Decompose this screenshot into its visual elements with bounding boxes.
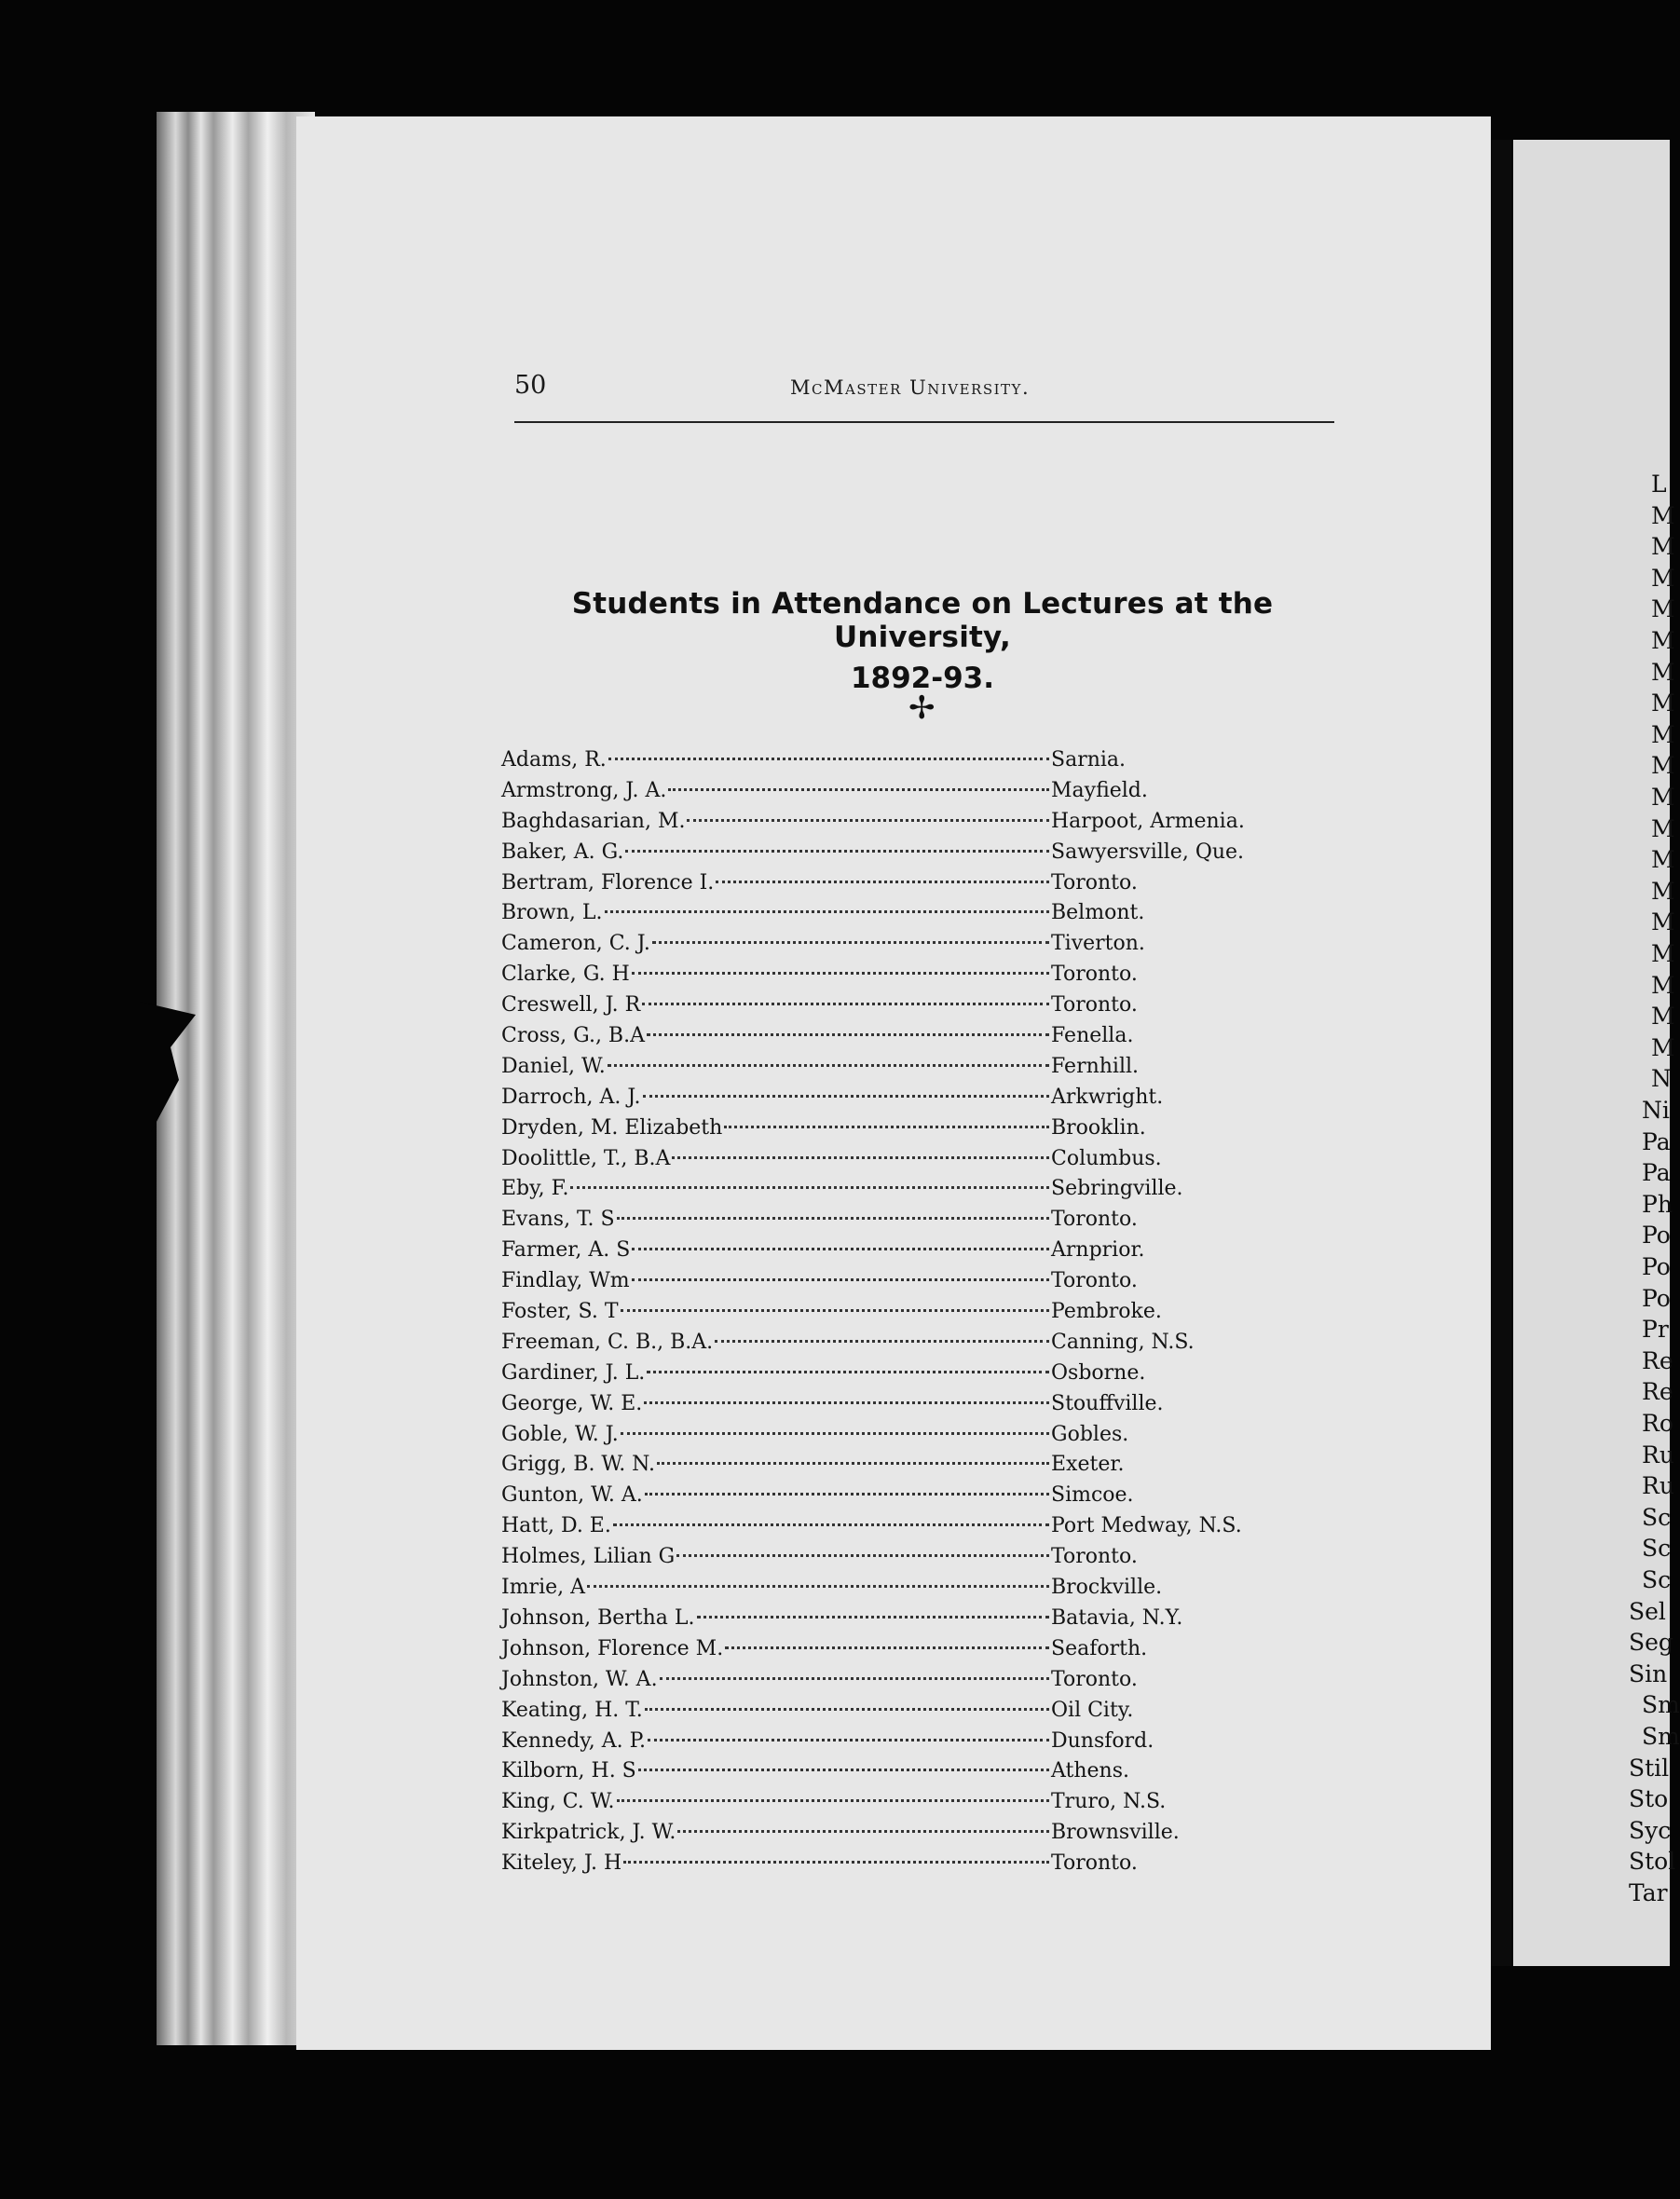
dot-leader	[632, 1278, 1049, 1281]
student-name: Keating, H. T.	[501, 1698, 643, 1722]
student-row	[501, 1818, 1265, 1849]
page-edge-stack	[157, 112, 315, 2045]
student-hometown: Toronto.	[1051, 1269, 1138, 1293]
dot-leader	[645, 1708, 1049, 1711]
facing-page-fragment: Stol	[1629, 1848, 1676, 1876]
header-rule	[514, 421, 1334, 423]
student-row	[501, 1756, 1265, 1787]
student-row	[501, 1665, 1265, 1696]
facing-page-fragment: Tar	[1629, 1879, 1668, 1906]
student-hometown: Osborne.	[1051, 1360, 1146, 1385]
student-name: Armstrong, J. A.	[501, 778, 667, 802]
student-name: Gunton, W. A.	[501, 1483, 643, 1508]
dot-leader	[657, 1462, 1049, 1465]
student-row	[501, 1021, 1265, 1052]
student-row	[501, 1849, 1265, 1879]
dot-leader	[716, 881, 1049, 883]
dot-leader	[642, 1003, 1049, 1005]
facing-page-fragment: Ru	[1642, 1441, 1674, 1468]
student-hometown: Toronto.	[1051, 1208, 1138, 1232]
student-row	[501, 1727, 1265, 1757]
dot-leader	[617, 1217, 1049, 1220]
facing-page-fragment: Ni	[1642, 1097, 1670, 1124]
student-row	[501, 1573, 1265, 1604]
student-hometown: Canning, N.S.	[1051, 1330, 1195, 1354]
dot-leader	[613, 1523, 1049, 1526]
student-hometown: Brownsville.	[1051, 1821, 1180, 1845]
dot-leader	[625, 850, 1049, 853]
student-hometown: Columbus.	[1051, 1146, 1162, 1170]
student-hometown: Seaforth.	[1051, 1636, 1148, 1660]
student-hometown: Brockville.	[1051, 1576, 1163, 1600]
facing-page-fragment: M	[1651, 658, 1675, 686]
student-row	[501, 838, 1265, 868]
student-hometown: Port Medway, N.S.	[1051, 1514, 1242, 1538]
student-name: Brown, L.	[501, 901, 603, 925]
student-hometown: Toronto.	[1051, 1667, 1138, 1691]
student-row	[501, 1236, 1265, 1266]
dot-leader	[676, 1554, 1049, 1557]
student-hometown: Sawyersville, Que.	[1051, 840, 1245, 864]
facing-page-fragment: Pa	[1642, 1127, 1671, 1155]
student-row	[501, 807, 1265, 838]
facing-page-fragment: M	[1651, 533, 1675, 561]
student-row	[501, 1174, 1265, 1205]
student-name: Grigg, B. W. N.	[501, 1453, 656, 1477]
dot-leader	[652, 941, 1049, 944]
student-name: Kiteley, J. H	[501, 1851, 622, 1876]
facing-page-fragment: Sin	[1629, 1659, 1668, 1687]
facing-page-fragment: Sm	[1642, 1691, 1680, 1719]
section-heading	[503, 587, 1342, 695]
student-hometown: Sebringville.	[1051, 1177, 1183, 1201]
student-name: Kirkpatrick, J. W.	[501, 1821, 676, 1845]
student-hometown: Toronto.	[1051, 993, 1138, 1018]
dot-leader	[687, 819, 1049, 822]
dot-leader	[638, 1769, 1049, 1771]
student-hometown: Stouffville.	[1051, 1391, 1164, 1415]
student-hometown: Batavia, N.Y.	[1051, 1605, 1183, 1630]
student-name: Baker, A. G.	[501, 840, 624, 864]
student-hometown: Harpoot, Armenia.	[1051, 809, 1245, 833]
student-row	[501, 1144, 1265, 1175]
dot-leader	[617, 1799, 1049, 1802]
running-head	[514, 371, 1334, 408]
facing-page-fragment: N	[1651, 1065, 1672, 1093]
student-name: Hatt, D. E.	[501, 1514, 611, 1538]
student-hometown: Arkwright.	[1051, 1085, 1164, 1109]
student-row	[501, 1359, 1265, 1389]
facing-page-fragment: Pr	[1642, 1316, 1669, 1344]
student-hometown: Arnprior.	[1051, 1238, 1145, 1263]
student-name: King, C. W.	[501, 1790, 615, 1814]
ornament-icon: ✢	[908, 690, 936, 727]
facing-page-fragment: M	[1651, 501, 1675, 529]
facing-page-fragment: M	[1651, 877, 1675, 905]
student-name: Evans, T. S	[501, 1208, 615, 1232]
student-name: Darroch, A. J.	[501, 1085, 641, 1109]
dot-leader	[648, 1739, 1049, 1741]
student-name: Creswell, J. R	[501, 993, 641, 1018]
student-name: Johnson, Florence M.	[501, 1636, 724, 1660]
dot-leader	[660, 1677, 1049, 1680]
heading-line-2: 1892-93.	[850, 662, 995, 695]
facing-page-fragment: Ru	[1642, 1472, 1674, 1500]
facing-page-fragment: Seg	[1629, 1629, 1673, 1657]
student-row	[501, 1266, 1265, 1297]
student-hometown: Toronto.	[1051, 870, 1138, 895]
student-name: Clarke, G. H	[501, 963, 630, 987]
student-hometown: Belmont.	[1051, 901, 1145, 925]
header-title: McMaster University.	[790, 376, 1031, 399]
dot-leader	[697, 1616, 1049, 1619]
facing-page-fragment: Sto	[1629, 1785, 1669, 1813]
facing-page-fragment: M	[1651, 940, 1675, 967]
student-row	[501, 1420, 1265, 1451]
student-hometown: Truro, N.S.	[1051, 1790, 1167, 1814]
dot-leader	[608, 1064, 1049, 1067]
facing-page-fragment: Sc	[1642, 1503, 1672, 1531]
student-row	[501, 776, 1265, 807]
student-name: Foster, S. T	[501, 1300, 619, 1324]
facing-page-fragment: M	[1651, 595, 1675, 623]
student-hometown: Toronto.	[1051, 963, 1138, 987]
facing-page-fragment: Po	[1642, 1253, 1671, 1280]
student-row	[501, 1052, 1265, 1083]
dot-leader	[672, 1156, 1049, 1159]
student-name: Eby, F.	[501, 1177, 569, 1201]
student-row	[501, 1481, 1265, 1511]
dot-leader	[725, 1646, 1049, 1649]
dot-leader	[724, 1126, 1049, 1128]
student-name: Freeman, C. B., B.A.	[501, 1330, 714, 1354]
dot-leader	[645, 1493, 1049, 1496]
student-hometown: Pembroke.	[1051, 1300, 1162, 1324]
student-row	[501, 1511, 1265, 1542]
student-name: Cross, G., B.A	[501, 1024, 645, 1048]
facing-page-fragment: Sel	[1629, 1597, 1666, 1625]
student-name: Farmer, A. S	[501, 1238, 631, 1263]
dot-leader	[621, 1309, 1050, 1312]
facing-page-fragment: Sc	[1642, 1566, 1672, 1593]
facing-page-fragment: M	[1651, 564, 1675, 592]
facing-page-fragment: M	[1651, 690, 1675, 717]
student-row	[501, 1113, 1265, 1144]
student-row	[501, 1083, 1265, 1113]
facing-page-fragment: Pa	[1642, 1159, 1671, 1187]
student-name: Doolittle, T., B.A	[501, 1146, 671, 1170]
facing-page-fragment: M	[1651, 814, 1675, 842]
student-name: Daniel, W.	[501, 1054, 606, 1078]
student-row	[501, 1205, 1265, 1236]
dot-leader	[632, 1248, 1049, 1250]
student-hometown: Fenella.	[1051, 1024, 1134, 1048]
student-row	[501, 990, 1265, 1021]
student-name: Bertram, Florence I.	[501, 870, 715, 895]
student-row	[501, 960, 1265, 990]
student-name: Baghdasarian, M.	[501, 809, 686, 833]
student-name: Cameron, C. J.	[501, 932, 650, 956]
student-name: Holmes, Lilian G	[501, 1545, 676, 1569]
student-hometown: Toronto.	[1051, 1545, 1138, 1569]
heading-line-1: Students in Attendance on Lectures at the University,	[571, 587, 1274, 654]
facing-page-fragment: M	[1651, 720, 1675, 748]
student-row	[501, 1634, 1265, 1665]
student-name: Imrie, A	[501, 1576, 585, 1600]
student-name: Gardiner, J. L.	[501, 1360, 646, 1385]
student-name: Kilborn, H. S	[501, 1759, 636, 1783]
facing-page-fragment: L	[1651, 471, 1667, 498]
facing-page-fragment: M	[1651, 752, 1675, 780]
facing-page-edge	[1513, 140, 1680, 1966]
student-list	[501, 745, 1265, 1879]
student-row	[501, 1604, 1265, 1634]
dot-leader	[605, 910, 1049, 913]
student-row	[501, 1450, 1265, 1481]
student-row	[501, 929, 1265, 960]
student-name: Johnson, Bertha L.	[501, 1605, 695, 1630]
student-hometown: Simcoe.	[1051, 1483, 1134, 1508]
facing-page-fragment: M	[1651, 846, 1675, 874]
student-row	[501, 1542, 1265, 1573]
facing-page-fragment: Ro	[1642, 1410, 1673, 1437]
facing-page-fragment: M	[1651, 627, 1675, 654]
facing-page-fragment: Po	[1642, 1284, 1671, 1312]
facing-page-fragment: Re	[1642, 1378, 1673, 1406]
dot-leader	[587, 1585, 1049, 1588]
student-name: Goble, W. J.	[501, 1422, 619, 1446]
dot-leader	[570, 1186, 1049, 1189]
student-hometown: Sarnia.	[1051, 748, 1127, 772]
facing-page-fragment: M	[1651, 784, 1675, 811]
dot-leader	[647, 1371, 1049, 1373]
facing-page-fragment: Ph	[1642, 1190, 1673, 1218]
dot-leader	[623, 1861, 1049, 1864]
dot-leader	[621, 1432, 1049, 1435]
facing-page-fragment: Sm	[1642, 1723, 1680, 1750]
student-hometown: Oil City.	[1051, 1698, 1134, 1722]
student-hometown: Exeter.	[1051, 1453, 1125, 1477]
facing-page-fragment: Re	[1642, 1346, 1673, 1374]
facing-page-fragment: M	[1651, 1033, 1675, 1061]
dot-leader	[677, 1830, 1049, 1833]
student-row	[501, 745, 1265, 776]
dot-leader	[647, 1033, 1049, 1036]
student-hometown: Mayfield.	[1051, 778, 1148, 802]
book-gutter	[1491, 140, 1511, 1966]
facing-page-fragment: Syc	[1629, 1816, 1672, 1844]
dot-leader	[643, 1095, 1050, 1098]
dot-leader	[632, 972, 1049, 975]
facing-page-fragment: Sc	[1642, 1535, 1672, 1563]
student-hometown: Dunsford.	[1051, 1728, 1154, 1753]
facing-page-fragment: M	[1651, 971, 1675, 999]
student-row	[501, 1696, 1265, 1727]
student-hometown: Tiverton.	[1051, 932, 1145, 956]
student-row	[501, 1787, 1265, 1818]
student-row	[501, 1389, 1265, 1420]
dot-leader	[668, 788, 1049, 791]
student-name: Findlay, Wm	[501, 1269, 630, 1293]
facing-page-fragment: Stil	[1629, 1754, 1670, 1782]
student-row	[501, 1328, 1265, 1359]
dot-leader	[608, 758, 1049, 760]
page-number: 50	[514, 371, 547, 400]
student-hometown: Brooklin.	[1051, 1115, 1146, 1140]
student-row	[501, 898, 1265, 929]
student-hometown: Toronto.	[1051, 1851, 1138, 1876]
student-hometown: Gobles.	[1051, 1422, 1129, 1446]
student-row	[501, 868, 1265, 899]
student-name: Johnston, W. A.	[501, 1667, 658, 1691]
dot-leader	[715, 1340, 1049, 1343]
facing-page-fragment: M	[1651, 908, 1675, 936]
student-hometown: Fernhill.	[1051, 1054, 1140, 1078]
facing-page-fragment: M	[1651, 1003, 1675, 1031]
student-name: Dryden, M. Elizabeth	[501, 1115, 723, 1140]
facing-page-fragment: Po	[1642, 1222, 1671, 1250]
student-name: Adams, R.	[501, 748, 607, 772]
student-name: Kennedy, A. P.	[501, 1728, 647, 1753]
student-name: George, W. E.	[501, 1391, 643, 1415]
dot-leader	[644, 1401, 1049, 1404]
student-row	[501, 1297, 1265, 1328]
student-hometown: Athens.	[1051, 1759, 1129, 1783]
